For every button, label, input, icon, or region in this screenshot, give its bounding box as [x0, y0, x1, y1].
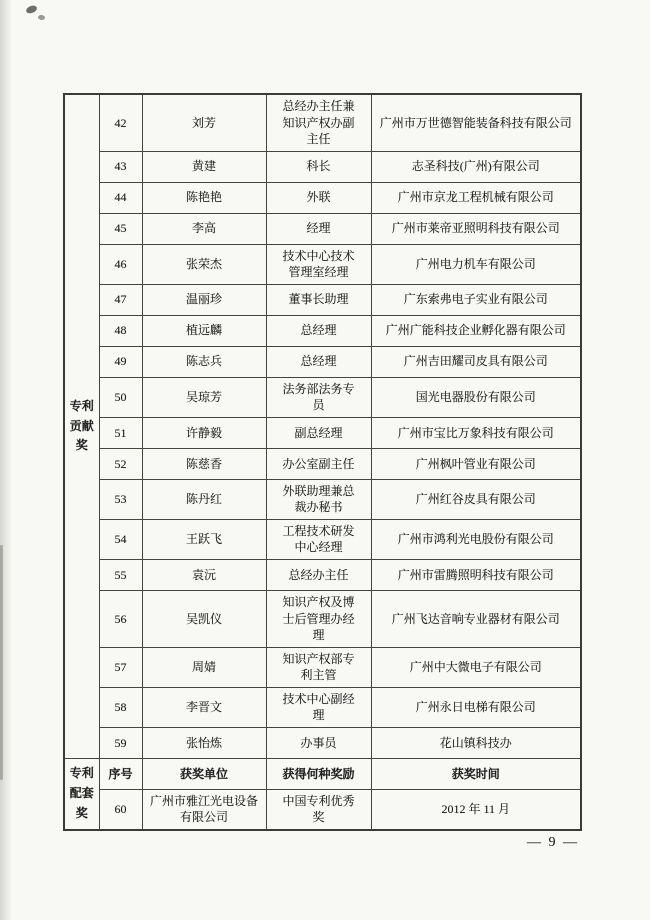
winner-unit: 广州市雅江光电设备有限公司: [142, 789, 266, 830]
table-row: [64, 284, 581, 315]
table-row: [64, 591, 581, 648]
row-number: 55: [99, 560, 142, 591]
award-time: 2012 年 11 月: [371, 789, 581, 830]
winner-company: 广州吉田耀司皮具有限公司: [371, 346, 581, 377]
winner-name: 袁沅: [142, 560, 266, 591]
row-number: 48: [99, 315, 142, 346]
row-number: 59: [99, 727, 142, 758]
winner-company: 广州广能科技企业孵化器有限公司: [371, 315, 581, 346]
table-row: [64, 151, 581, 182]
row-number: 43: [99, 151, 142, 182]
winner-name: 刘芳: [142, 94, 266, 151]
table-row: [64, 213, 581, 244]
winner-name: 吴凯仪: [142, 591, 266, 648]
winner-company: 广州市宝比万象科技有限公司: [371, 417, 581, 448]
row-number: 42: [99, 94, 142, 151]
row-number: 46: [99, 244, 142, 284]
table-row: [64, 182, 581, 213]
row-number: 60: [99, 789, 142, 830]
row-number: 47: [99, 284, 142, 315]
column-header-unit: 获奖单位: [142, 758, 266, 789]
winner-company: 广州红谷皮具有限公司: [371, 479, 581, 519]
table-row: [64, 346, 581, 377]
winner-position: 科长: [266, 151, 371, 182]
winner-company: 花山镇科技办: [371, 727, 581, 758]
table-header-row: [64, 758, 581, 789]
winner-position: 总经办主任: [266, 560, 371, 591]
row-number: 45: [99, 213, 142, 244]
column-header-award: 获得何种奖励: [266, 758, 371, 789]
award-type: 中国专利优秀奖: [266, 789, 371, 830]
winner-company: 广东索弗电子实业有限公司: [371, 284, 581, 315]
table-row: [64, 479, 581, 519]
winner-name: 许静毅: [142, 417, 266, 448]
table-row: [64, 727, 581, 758]
award-category-contribution: 专利贡献奖: [64, 94, 99, 758]
column-header-no: 序号: [99, 758, 142, 789]
winner-position: 经理: [266, 213, 371, 244]
winner-name: 植远麟: [142, 315, 266, 346]
award-category-supporting: 专利配套奖: [64, 758, 99, 830]
scan-edge-streak: [0, 545, 3, 780]
winner-name: 陈志兵: [142, 346, 266, 377]
winner-company: 广州飞达音响专业器材有限公司: [371, 591, 581, 648]
winner-position: 技术中心技术管理室经理: [266, 244, 371, 284]
winner-position: 知识产权及博士后管理办经理: [266, 591, 371, 648]
winner-name: 陈慈香: [142, 448, 266, 479]
winner-name: 李晋文: [142, 687, 266, 727]
winner-position: 知识产权部专利主管: [266, 647, 371, 687]
winner-company: 广州市万世德智能装备科技有限公司: [371, 94, 581, 151]
winner-name: 张荣杰: [142, 244, 266, 284]
winner-position: 办事员: [266, 727, 371, 758]
row-number: 57: [99, 647, 142, 687]
winner-position: 外联: [266, 182, 371, 213]
row-number: 52: [99, 448, 142, 479]
winner-name: 陈艳艳: [142, 182, 266, 213]
winner-company: 广州中大微电子有限公司: [371, 647, 581, 687]
table-row: [64, 519, 581, 559]
supporting-section: [64, 758, 581, 830]
winner-position: 外联助理兼总裁办秘书: [266, 479, 371, 519]
contribution-section: [64, 94, 581, 758]
winner-name: 黄建: [142, 151, 266, 182]
table-row: [64, 94, 581, 151]
table-row: [64, 377, 581, 417]
winner-name: 张怡炼: [142, 727, 266, 758]
winner-company: 广州市鸿利光电股份有限公司: [371, 519, 581, 559]
winner-name: 温丽珍: [142, 284, 266, 315]
table-row: [64, 315, 581, 346]
scan-edge-shadow: [0, 0, 12, 920]
page-number: — 9 —: [527, 835, 579, 850]
winner-company: 广州市雷腾照明科技有限公司: [371, 560, 581, 591]
winner-position: 技术中心副经理: [266, 687, 371, 727]
awards-table: [63, 93, 582, 831]
scan-artifact: [25, 5, 37, 14]
winner-position: 工程技术研发中心经理: [266, 519, 371, 559]
winner-position: 法务部法务专员: [266, 377, 371, 417]
winner-name: 吴琼芳: [142, 377, 266, 417]
winner-name: 王跃飞: [142, 519, 266, 559]
winner-position: 办公室副主任: [266, 448, 371, 479]
row-number: 53: [99, 479, 142, 519]
row-number: 56: [99, 591, 142, 648]
winner-position: 总经理: [266, 315, 371, 346]
table-row: [64, 244, 581, 284]
winner-position: 董事长助理: [266, 284, 371, 315]
winner-position: 总经理: [266, 346, 371, 377]
winner-company: 国光电器股份有限公司: [371, 377, 581, 417]
table-row: [64, 448, 581, 479]
row-number: 54: [99, 519, 142, 559]
winner-position: 总经办主任兼知识产权办副主任: [266, 94, 371, 151]
winner-company: 志圣科技(广州)有限公司: [371, 151, 581, 182]
row-number: 58: [99, 687, 142, 727]
table-row: [64, 560, 581, 591]
winner-company: 广州永日电梯有限公司: [371, 687, 581, 727]
row-number: 49: [99, 346, 142, 377]
row-number: 50: [99, 377, 142, 417]
winner-name: 李高: [142, 213, 266, 244]
row-number: 44: [99, 182, 142, 213]
table-row: [64, 647, 581, 687]
winner-company: 广州枫叶管业有限公司: [371, 448, 581, 479]
table-row: [64, 687, 581, 727]
winner-company: 广州市莱帝亚照明科技有限公司: [371, 213, 581, 244]
row-number: 51: [99, 417, 142, 448]
winner-company: 广州电力机车有限公司: [371, 244, 581, 284]
winner-name: 陈丹红: [142, 479, 266, 519]
scan-artifact: [38, 14, 46, 20]
table-row: [64, 417, 581, 448]
column-header-time: 获奖时间: [371, 758, 581, 789]
table-row: [64, 789, 581, 830]
winner-company: 广州市京龙工程机械有限公司: [371, 182, 581, 213]
winner-name: 周婧: [142, 647, 266, 687]
winner-position: 副总经理: [266, 417, 371, 448]
